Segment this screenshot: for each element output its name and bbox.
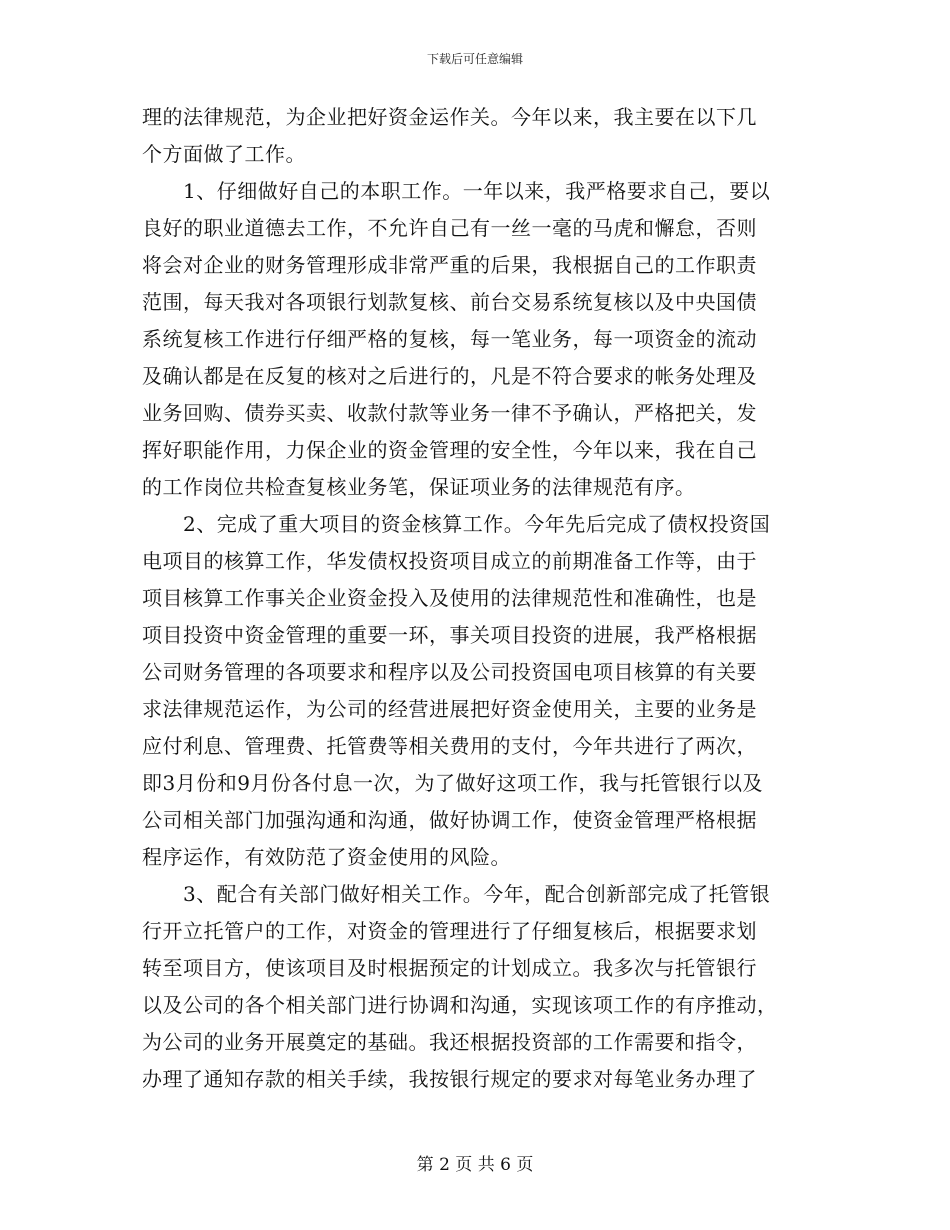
body-line: 理的法律规范，为企业把好资金运作关。今年以来，我主要在以下几: [142, 105, 757, 129]
body-line: 程序运作，有效防范了资金使用的风险。: [142, 845, 511, 869]
body-line: 及确认都是在反复的核对之后进行的，凡是不符合要求的帐务处理及: [142, 364, 757, 388]
body-line: 3、配合有关部门做好相关工作。今年，配合创新部完成了托管银: [142, 882, 771, 906]
page-number: 第 2 页 共 6 页: [416, 1155, 534, 1175]
body-line: 2、完成了重大项目的资金核算工作。今年先后完成了债权投资国: [142, 512, 771, 536]
body-line: 电项目的核算工作，华发债权投资项目成立的前期准备工作等，由于: [142, 549, 757, 573]
body-line: 业务回购、债券买卖、收款付款等业务一律不予确认，严格把关，发: [142, 401, 757, 425]
body-line: 系统复核工作进行仔细严格的复核，每一笔业务，每一项资金的流动: [142, 327, 757, 351]
body-line: 的工作岗位共检查复核业务笔，保证项业务的法律规范有序。: [142, 475, 696, 499]
body-line: 公司财务管理的各项要求和程序以及公司投资国电项目核算的有关要: [142, 660, 757, 684]
body-line: 求法律规范运作，为公司的经营进展把好资金使用关，主要的业务是: [142, 697, 757, 721]
body-line: 即3月份和9月份各付息一次，为了做好这项工作，我与托管银行以及: [142, 771, 763, 795]
body-line: 以及公司的各个相关部门进行协调和沟通，实现该项工作的有序推动，: [142, 993, 778, 1017]
body-line: 为公司的业务开展奠定的基础。我还根据投资部的工作需要和指令，: [142, 1030, 757, 1054]
body-line: 项目核算工作事关企业资金投入及使用的法律规范性和准确性，也是: [142, 586, 757, 610]
body-line: 项目投资中资金管理的重要一环，事关项目投资的进展，我严格根据: [142, 623, 757, 647]
body-line: 行开立托管户的工作，对资金的管理进行了仔细复核后，根据要求划: [142, 919, 757, 943]
body-line: 良好的职业道德去工作，不允许自己有一丝一毫的马虎和懈怠，否则: [142, 216, 757, 240]
body-line: 办理了通知存款的相关手续，我按银行规定的要求对每笔业务办理了: [142, 1067, 757, 1091]
body-line: 应付利息、管理费、托管费等相关费用的支付，今年共进行了两次，: [142, 734, 757, 758]
body-line: 公司相关部门加强沟通和沟通，做好协调工作，使资金管理严格根据: [142, 808, 757, 832]
page-header-note: 下载后可任意编辑: [426, 52, 523, 66]
body-line: 1、仔细做好自己的本职工作。一年以来，我严格要求自己，要以: [142, 179, 771, 203]
body-line: 个方面做了工作。: [142, 142, 306, 166]
body-line: 转至项目方，使该项目及时根据预定的计划成立。我多次与托管银行: [142, 956, 757, 980]
document-body: [142, 99, 810, 1098]
body-line: 将会对企业的财务管理形成非常严重的后果，我根据自己的工作职责: [142, 253, 757, 277]
body-line: 范围，每天我对各项银行划款复核、前台交易系统复核以及中央国债: [142, 290, 757, 314]
body-line: 挥好职能作用，力保企业的资金管理的安全性，今年以来，我在自己: [142, 438, 757, 462]
